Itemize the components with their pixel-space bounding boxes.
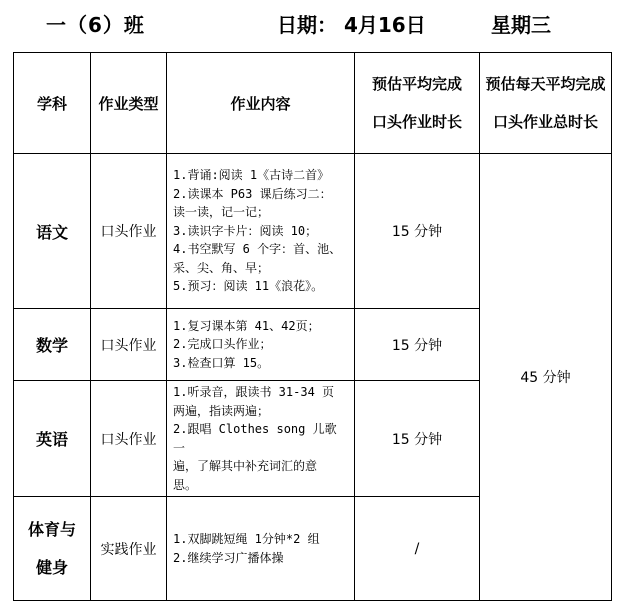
col-header-daily-total (480, 53, 612, 154)
content-line: 5.预习：阅读 11《浪花》。 (173, 279, 324, 294)
col-header-daily-line2: 口头作业总时长 (492, 113, 598, 131)
col-header-content: 作业内容 (167, 53, 355, 154)
weekday-label: 星期三 (491, 13, 551, 37)
content-line: 1.听录音，跟读书 31-34 页 (173, 385, 335, 399)
content-line: 3.检查口算 15。 (173, 355, 270, 370)
table-header-row (14, 53, 612, 154)
content-line: 3.读识字卡片：阅读 10； (173, 223, 318, 238)
content-line: 4.书空默写 6 个字：首、池、 (173, 242, 342, 257)
table-row-chinese (14, 154, 612, 309)
col-header-est-line1: 预估平均完成 (371, 75, 462, 93)
total-time-cell: 45 分钟 (480, 154, 612, 601)
content-line: 遍，了解其中补充词汇的意 (173, 459, 318, 473)
content-cell (167, 154, 355, 309)
col-header-est-time (355, 53, 480, 154)
content-cell (167, 381, 355, 497)
col-header-est-line2: 口头作业时长 (371, 113, 462, 131)
content-line: 1.复习课本第 41、42页； (173, 318, 320, 333)
content-line: 采、尖、角、早； (173, 260, 270, 275)
date-label: 日期： 4月16日 (277, 13, 426, 37)
subject-cell: 英语 (14, 381, 91, 497)
content-line: 两遍，指读两遍； (173, 403, 270, 418)
content-cell (167, 309, 355, 381)
content-line: 2.完成口头作业； (173, 337, 272, 352)
class-label: 一（6）班 (46, 13, 145, 37)
type-cell: 实践作业 (91, 497, 167, 601)
col-header-subject: 学科 (14, 53, 91, 154)
content-line: 2.继续学习广播体操 (173, 550, 284, 565)
subject-cell: 数学 (14, 309, 91, 381)
subject-line1: 体育与 (27, 519, 76, 539)
time-cell: 15 分钟 (355, 381, 480, 497)
subject-cell: 语文 (14, 154, 91, 309)
type-cell: 口头作业 (91, 154, 167, 309)
content-line: 2.跟唱 Clothes song 儿歌一 (173, 422, 337, 455)
content-line: 1.双脚跳短绳 1分钟*2 组 (173, 532, 320, 546)
content-line: 2.读课本 P63 课后练习二： (173, 186, 332, 201)
type-cell: 口头作业 (91, 309, 167, 381)
subject-line2: 健身 (35, 557, 68, 577)
subject-cell (14, 497, 91, 601)
time-cell: 15 分钟 (355, 154, 480, 309)
time-cell: 15 分钟 (355, 309, 480, 381)
content-line: 思。 (173, 477, 198, 492)
content-line: 读一读，记一记； (173, 205, 270, 220)
page-header (0, 0, 627, 50)
homework-table (13, 52, 612, 601)
col-header-daily-line1: 预估每天平均完成 (485, 75, 606, 93)
time-cell: / (355, 497, 480, 601)
type-cell: 口头作业 (91, 381, 167, 497)
content-cell (167, 497, 355, 601)
content-line: 1.背诵:阅读 1《古诗二首》 (173, 168, 330, 183)
col-header-type: 作业类型 (91, 53, 167, 154)
